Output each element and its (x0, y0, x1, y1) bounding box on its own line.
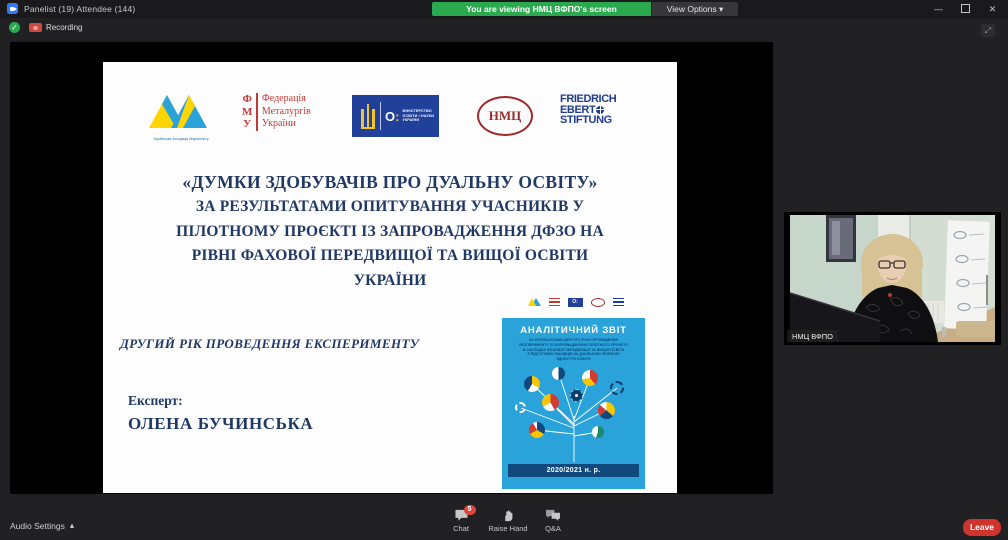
close-button[interactable]: ✕ (988, 4, 997, 14)
expert-label: Експерт: (128, 393, 183, 408)
chevron-down-icon: ▾ (719, 4, 724, 14)
cover-logos-row (504, 296, 650, 308)
slide-subtitle-italic: ДРУГИЙ РІК ПРОВЕДЕННЯ ЕКСПЕРИМЕНТУ (120, 336, 420, 351)
raise-hand-button[interactable]: Raise Hand (485, 509, 531, 533)
speaker-video-tile (784, 212, 1001, 345)
window-titlebar (0, 0, 1008, 18)
viewing-screen-banner: You are viewing НМЦ ВФПО's screen (432, 2, 651, 16)
cover-logo-fmu-icon (549, 298, 560, 306)
speaker-webcam-scene (790, 215, 995, 342)
raise-hand-icon (502, 509, 515, 522)
nmc-logo: НМЦ (477, 96, 533, 136)
trident-icon (358, 103, 378, 129)
slide-title-block: «ДУМКИ ЗДОБУВАЧІВ ПРО ДУАЛЬНУ ОСВІТУ» ЗА РЕЗУЛЬТАТАМИ ОПИТУВАННЯ УЧАСНИКІВ У ПІЛОТНОМУ ПРОЄКТІ ІЗ ЗАПРОВАДЖЕННЯ ДФЗО НА РІВНІ ФАХОВОЇ ПЕРЕДВИЩОЇ ТА ВИЩОЇ ОСВІТИ УКРАЇНИ (103, 169, 677, 293)
security-shield-icon[interactable]: ✓ (9, 22, 20, 33)
cover-logo-fes-icon (613, 298, 624, 306)
ministry-divider (380, 102, 381, 130)
chat-button[interactable]: 5 Chat (438, 509, 484, 533)
report-year-band: 2020/2021 н. р. (508, 464, 639, 477)
cover-logo-uam-icon (531, 298, 541, 306)
pie-chart-tree-graphic (502, 364, 645, 464)
zoom-app-icon (7, 3, 18, 14)
minimize-button[interactable]: — (934, 4, 943, 14)
rollup-banner (942, 220, 990, 337)
qa-button[interactable]: Q&A (530, 509, 576, 533)
maximize-icon (961, 4, 970, 13)
ministry-of-education-logo: О : МІНІСТЕРСТВО ОСВІТИ І НАУКИ УКРАЇНИ (352, 95, 439, 137)
caret-up-icon: ▴ (69, 520, 75, 530)
window-controls (925, 0, 1006, 18)
cover-logo-nmc-icon (591, 298, 605, 307)
participants-label: Panelist (19) Attendee (144) (24, 3, 136, 14)
uam-triangles-icon (145, 92, 217, 130)
report-title: АНАЛІТИЧНИЙ ЗВІТ (520, 325, 627, 336)
friedrich-ebert-stiftung-logo: FRIEDRICH EBERT STIFTUNG (560, 93, 617, 126)
cover-logo-ministry-icon: О: (568, 298, 583, 307)
maximize-button[interactable] (952, 0, 979, 18)
audio-settings-button[interactable]: Audio Settings ▴ (10, 520, 75, 531)
video-name-tag: НМЦ ВФПО (787, 330, 838, 342)
slide-title: «ДУМКИ ЗДОБУВАЧІВ ПРО ДУАЛЬНУ ОСВІТУ» (182, 172, 598, 192)
qa-icon (545, 509, 561, 522)
recording-icon (29, 23, 42, 32)
recording-indicator (29, 23, 82, 32)
expert-name: ОЛЕНА БУЧИНСЬКА (128, 414, 314, 433)
screen-share-area (10, 42, 773, 494)
report-subtitle: ЗА РЕЗУЛЬТАТАМИ ДРУГОГО РОКУ ПРОВЕДЕННЯ ЕКСПЕРИМЕНТУ ІЗ ЗАПРОВАДЖЕННЯ ПІЛОТНОГО ПРОЄКТУ В ЗАКЛАДАХ ФАХОВОЇ ПЕРЕДВИЩОЇ ТА ВИЩОЇ ОСВІТИ З ПІДГОТОВКИ ФАХІВЦІВ ЗА ДУАЛЬНОЮ ФОРМОЮ ЗДОБУТТЯ ОСВІТИ (519, 338, 628, 362)
presentation-slide (103, 62, 677, 493)
chat-badge: 5 (464, 505, 476, 515)
fmu-logo: Ф М У Федерація Металургів України (242, 93, 311, 130)
view-options-button[interactable]: View Options ▾ (652, 2, 738, 16)
uam-logo (145, 92, 217, 140)
participants-summary[interactable] (7, 3, 135, 14)
uam-caption: Українська Асоціація Маркетингу (153, 136, 209, 141)
fullscreen-expand-icon[interactable]: ⤢ (981, 24, 995, 37)
leave-button[interactable]: Leave (963, 519, 1001, 536)
globe-icon (596, 106, 604, 114)
analytic-report-cover (502, 318, 645, 489)
recording-label: Recording (46, 23, 83, 32)
fmu-divider (256, 93, 258, 131)
